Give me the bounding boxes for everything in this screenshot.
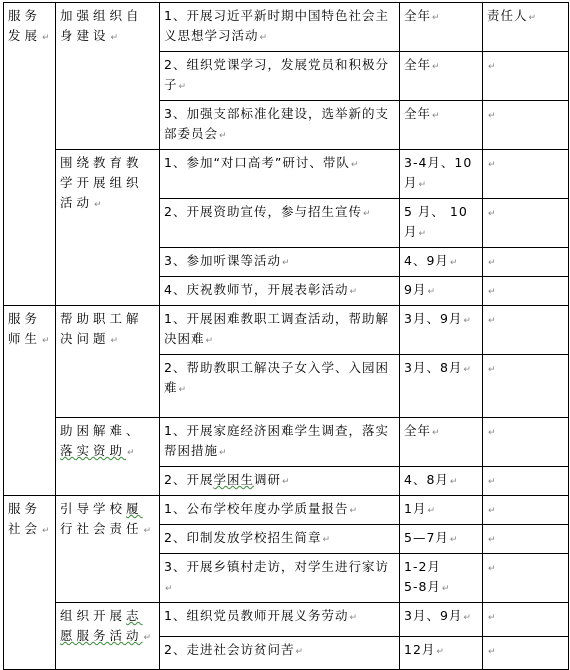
subcategory-org: 加强组织自身建设↵: [56, 3, 160, 150]
time-cell: 9月↵: [400, 277, 483, 306]
owner-cell: ↵: [483, 52, 569, 101]
owner-cell: ↵: [483, 554, 569, 603]
table-row: [4, 496, 569, 525]
table-row: [4, 306, 569, 355]
owner-cell: 责任人↵: [483, 3, 569, 52]
item-cell: 1、开展家庭经济困难学生调查，落实帮困措施↵: [160, 418, 400, 467]
item-cell: 1、参加“对口高考”研讨、带队↵: [160, 150, 400, 199]
time-cell: 全年↵: [400, 101, 483, 150]
item-cell: 2、组织党课学习，发展党员和积极分子↵: [160, 52, 400, 101]
owner-cell: ↵: [483, 637, 569, 670]
time-cell: 3月、9月↵: [400, 603, 483, 637]
owner-cell: ↵: [483, 277, 569, 306]
table-row: [4, 150, 569, 199]
time-cell: 12月↵: [400, 637, 483, 670]
subcategory-edu: 围绕教育教学开展组织活动↵: [56, 150, 160, 306]
time-cell: 全年↵: [400, 418, 483, 467]
item-cell: 1、公布学校年度办学质量报告↵: [160, 496, 400, 525]
owner-cell: ↵: [483, 496, 569, 525]
time-cell: 3-4月、10月↵: [400, 150, 483, 199]
time-cell: 5—7月↵: [400, 525, 483, 554]
owner-cell: ↵: [483, 306, 569, 355]
category-society: 服务社会↵: [4, 496, 56, 670]
time-cell: 全年↵: [400, 52, 483, 101]
item-cell: 1、组织党员教师开展义务劳动↵: [160, 603, 400, 637]
item-cell: 2、开展资助宣传，参与招生宣传↵: [160, 199, 400, 248]
table-row: [4, 603, 569, 637]
item-cell: 2、开展学困生调研↵: [160, 467, 400, 496]
item-cell: 4、庆祝教师节，开展表彰活动↵: [160, 277, 400, 306]
item-cell: 2、帮助教职工解决子女入学、入园困难↵: [160, 355, 400, 418]
time-cell: 1月↵: [400, 496, 483, 525]
subcategory-duty: 引导学校履行社会责任↵: [56, 496, 160, 603]
item-cell: 1、开展困难教职工调查活动，帮助解决困难↵: [160, 306, 400, 355]
table-row: [4, 418, 569, 467]
category-development: 服务发展↵: [4, 3, 56, 306]
time-cell: 3月、8月↵: [400, 355, 483, 418]
owner-cell: ↵: [483, 467, 569, 496]
item-cell: 3、参加听课等活动↵: [160, 248, 400, 277]
owner-cell: ↵: [483, 150, 569, 199]
time-cell: 全年↵: [400, 3, 483, 52]
subcategory-volunteer: 组织开展志愿服务活动↵: [56, 603, 160, 670]
owner-cell: ↵: [483, 248, 569, 277]
owner-cell: ↵: [483, 355, 569, 418]
time-cell: 5 月、 10月↵: [400, 199, 483, 248]
time-cell: 4、9月↵: [400, 248, 483, 277]
subcategory-aid: 助困解难、落实资助↵: [56, 418, 160, 496]
item-cell: 3、开展乡镇村走访，对学生进行家访↵: [160, 554, 400, 603]
category-teachers: 服务师生↵: [4, 306, 56, 496]
owner-cell: ↵: [483, 199, 569, 248]
item-cell: 1、开展习近平新时期中国特色社会主义思想学习活动↵: [160, 3, 400, 52]
owner-cell: ↵: [483, 525, 569, 554]
time-cell: 4、8月↵: [400, 467, 483, 496]
owner-cell: ↵: [483, 603, 569, 637]
subcategory-staff: 帮助职工解决问题↵: [56, 306, 160, 418]
item-cell: 2、印制发放学校招生简章↵: [160, 525, 400, 554]
item-cell: 3、加强支部标准化建设，选举新的支部委员会↵: [160, 101, 400, 150]
time-cell: 1-2月 5-8月↵: [400, 554, 483, 603]
owner-cell: ↵: [483, 101, 569, 150]
item-cell: 2、走进社会访贫问苦↵: [160, 637, 400, 670]
owner-cell: ↵: [483, 418, 569, 467]
time-cell: 3月、9月↵: [400, 306, 483, 355]
table-row: [4, 3, 569, 52]
work-plan-table: [3, 2, 569, 670]
